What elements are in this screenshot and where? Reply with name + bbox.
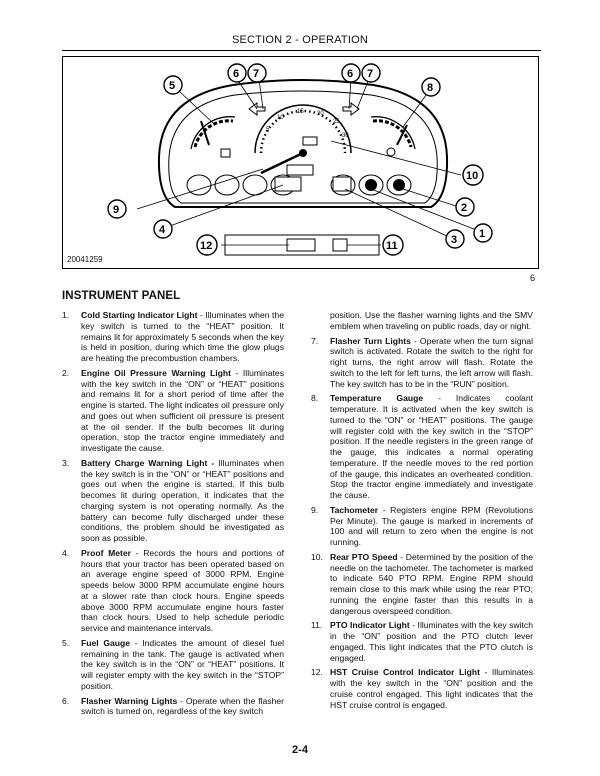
list-item: 10. Rear PTO Speed - Determined by the position of the needle on the tachometer. The tachometer is marked to indicate 540 PTO RPM. Engine RPM should remain close to this mark while using the rear PTO; running the engine faster than this results in a dangerous overspeed condition.: [311, 551, 533, 616]
callout-9: [108, 200, 126, 218]
svg-text:6: 6: [347, 68, 354, 80]
callout-1: [474, 224, 492, 242]
list-item: 8. Temperature Gauge - Indicates coolant temperature. It is activated when the key switch is turned to the “ON” or “HEAT” positions. The gauge will register cold with the key switch in the “STOP” position. If the needle registers in the green range of the gauge, this indicates a normal operating temperature. If the needle moves to the red portion of the gauge, this indicates an overheated condition. Stop the tractor engine immediately and investigate the cause.: [311, 393, 533, 500]
svg-text:1: 1: [479, 228, 486, 240]
callout-5: [164, 76, 182, 94]
svg-text:4: 4: [159, 224, 166, 236]
pto-lamp: [333, 239, 347, 251]
figure-number: 6: [530, 273, 536, 283]
svg-text:25: 25: [333, 119, 340, 125]
callout-8: [422, 78, 440, 96]
section-header: SECTION 2 - OPERATION: [231, 34, 368, 46]
svg-text:11: 11: [386, 240, 398, 252]
callout-7-right: [362, 64, 380, 82]
proof-meter: [275, 177, 301, 191]
list-item: 4. Proof Meter - Records the hours and portions of hours that your tractor has been operated based on an average engine speed of 3000 RPM. Engine speeds below 3000 RPM accumulate engine hours at a slower rate than clock hours. Engine speeds above 3000 RPM accumulate engine hours faster than clock hours. Used to help schedule periodic service and maintenance intervals.: [62, 547, 285, 633]
svg-text:7: 7: [253, 68, 260, 80]
svg-text:12: 12: [200, 240, 213, 252]
svg-text:10: 10: [277, 115, 284, 121]
list-item-continuation: position. Use the flasher warning lights and the SMV emblem when traveling on public roads, day or night.: [330, 310, 533, 331]
svg-text:2: 2: [461, 202, 468, 214]
list-item: 9. Tachometer - Registers engine RPM (Revolutions Per Minute). The gauge is marked in increments of 100 and will return to zero when the engine is not running.: [311, 504, 533, 547]
svg-text:30: 30: [342, 133, 349, 139]
right-column: [311, 310, 533, 714]
battery-lamp: [333, 177, 351, 191]
list-item: 11. PTO Indicator Light - Illuminates with the key switch in the “ON” position and the PTO clutch lever engaged. This light indicates that the PTO clutch is engaged.: [311, 620, 533, 663]
page-number: 2-4: [292, 744, 308, 756]
list-item: 1. Cold Starting Indicator Light - Illuminates when the key switch is turned to the “HEAT” position. It remains lit for approximately 5 seconds when the key is held in position, during which time the glow plugs are heating the precombustion chambers.: [62, 310, 284, 363]
svg-text:5: 5: [169, 80, 176, 92]
svg-text:15: 15: [297, 109, 304, 115]
callout-2: [456, 198, 474, 216]
section-title: INSTRUMENT PANEL: [62, 290, 181, 302]
callout-11: [383, 235, 403, 255]
left-column: [62, 310, 284, 721]
list-item: 5. Fuel Gauge - Indicates the amount of diesel fuel remaining in the tank. The gauge is activated when the key switch is in the “ON” or “HEAT” positions. It will register empty with the key switch in the “STOP” position.: [62, 637, 285, 691]
svg-text:6: 6: [233, 68, 240, 80]
callout-10: [463, 165, 483, 185]
instrument-panel-figure: [62, 56, 539, 269]
svg-text:10: 10: [466, 170, 479, 182]
callout-6-right: [342, 64, 360, 82]
svg-text:9: 9: [113, 204, 120, 216]
callout-6-left: [228, 64, 246, 82]
list-item: 3. Battery Charge Warning Light - Illuminates when the key switch is in the “ON” or “HEAT” positions and goes out when the engine is started. If this bulb becomes lit during operation, it indicates that the charging system is not operating normally. As the battery can become fully discharged under these conditions, the problem should be investigated as soon as possible.: [62, 457, 284, 543]
instrument-panel-diagram: [63, 57, 540, 270]
callout-12: [197, 235, 217, 255]
svg-text:20: 20: [317, 111, 324, 117]
header-rule: [62, 50, 541, 51]
hst-cruise-lamp: [287, 239, 315, 251]
callout-4: [154, 220, 172, 238]
callout-3: [446, 230, 464, 248]
svg-text:7: 7: [367, 68, 374, 80]
callout-7-left: [248, 64, 266, 82]
list-item: 6. Flasher Warning Lights - Operate when the flasher switch is turned on, regardless of the key switch: [62, 695, 284, 717]
svg-text:5: 5: [266, 127, 270, 133]
svg-text:3: 3: [451, 234, 458, 246]
list-item: 2. Engine Oil Pressure Warning Light - Illuminates with the key switch in the “ON” or “HEAT” positions and remains lit for a short period of time after the engine is started. The light indicates oil pressure only and goes out when sufficient oil pressure is present at the oil sender. If the bulb becomes lit during operation, stop the tractor engine immediately and investigate the cause.: [62, 367, 284, 453]
figure-id: 20041259: [67, 255, 103, 264]
list-item: 7. Flasher Turn Lights - Operate when the turn signal switch is activated. Rotate the switch to the right for right turns, the right arrow will flash. Rotate the switch to the left for left turns, the left arrow will flash. The key switch has to be in the “RUN” position.: [311, 335, 533, 389]
list-item: 12. HST Cruise Control Indicator Light - Illuminates with the key switch in the “ON” position and the cruise control engaged. This light indicates that the HST cruise control is engaged.: [311, 667, 533, 710]
svg-text:8: 8: [427, 82, 434, 94]
